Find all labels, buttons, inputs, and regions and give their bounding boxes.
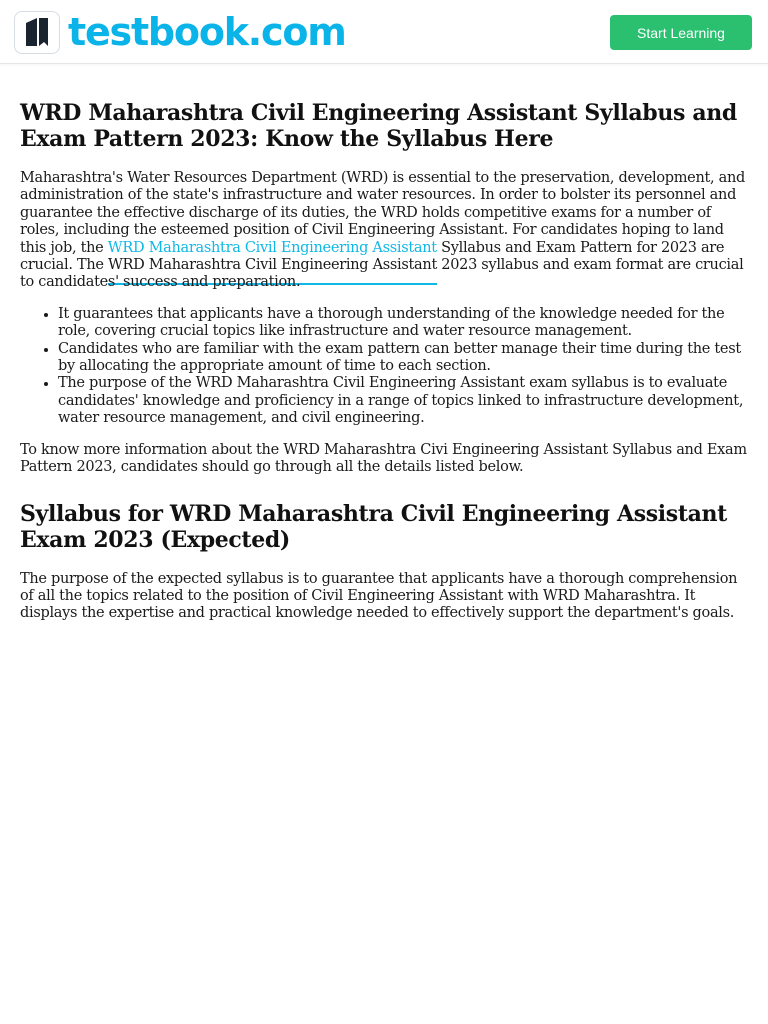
wrd-civil-engineering-assistant-link[interactable]: WRD Maharashtra Civil Engineering Assistant (107, 239, 437, 256)
syllabus-section-paragraph: The purpose of the expected syllabus is to guarantee that applicants have a thorough comprehension of all the topics related to the position of Civil Engineering Assistant with WRD Maharashtra. It displays the expertise and practical knowledge needed to effectively support the department's goals. (20, 570, 738, 622)
article-title: WRD Maharashtra Civil Engineering Assistant Syllabus and Exam Pattern 2023: Know the Syllabus Here (20, 100, 737, 152)
start-learning-button[interactable]: Start Learning (610, 15, 752, 50)
site-header (0, 0, 768, 64)
intro-text-3: 2023 syllabus and exam format are crucial to candidates' success and preparation. (20, 257, 744, 291)
list-item: • It guarantees that applicants have a thorough understanding of the knowledge needed for the role, covering crucial topics like infrastructure and water resource management. (58, 306, 750, 341)
know-more-paragraph: To know more information about the WRD Maharashtra Civi Engineering Assistant Syllabus and Exam Pattern 2023, candidates should go through all the details listed below. (20, 441, 747, 476)
intro-paragraph (20, 170, 750, 292)
logo-wordmark: testbook.com (68, 10, 346, 54)
syllabus-section-heading: Syllabus for WRD Maharashtra Civil Engineering Assistant Exam 2023 (Expected) (20, 500, 727, 553)
logo[interactable] (14, 10, 346, 54)
intro-text-2: Syllabus and Exam Pattern for 2023 are crucial. The (20, 239, 725, 274)
article (20, 100, 750, 623)
list-item: • The purpose of the WRD Maharashtra Civil Engineering Assistant exam syllabus is to evaluate candidates' knowledge and proficiency in a range of topics linked to infrastructure development, water resource management, and civil engineering. (58, 375, 750, 427)
list-item: • Candidates who are familiar with the exam pattern can better manage their time during the test by allocating the appropriate amount of time to each section. (58, 341, 750, 376)
benefits-list (20, 306, 750, 428)
intro-text-1: Maharashtra's Water Resources Department (WRD) is essential to the preservation, development, and administration of the state's infrastructure and water resources. In order to bolster its personnel and guarantee the effective discharge of its duties, the WRD holds competitive exams for a number of roles, including the esteemed position of Civil Engineering Assistant. For candidates hoping to land this job, the (20, 170, 746, 256)
intro-underlined-text: WRD Maharashtra Civil Engineering Assistant (107, 257, 437, 274)
testbook-logo-icon (14, 11, 60, 54)
